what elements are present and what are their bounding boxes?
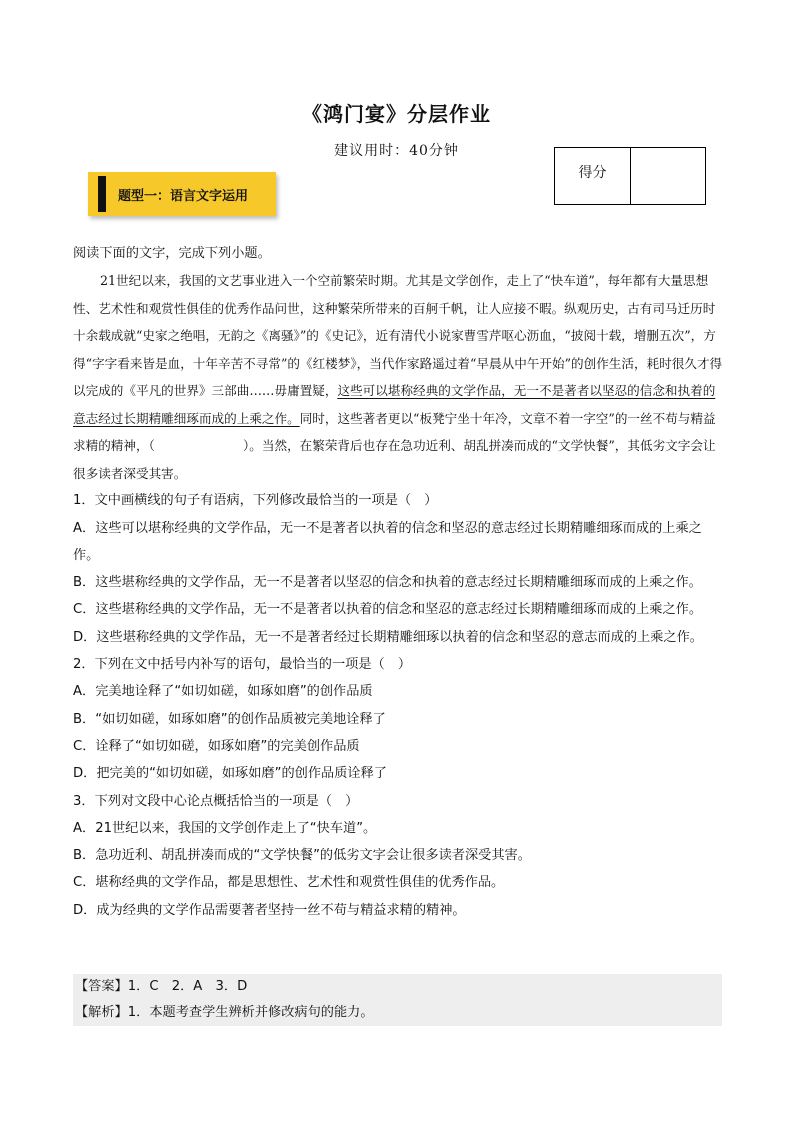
answer-line: 【答案】1．C 2．A 3．D [75,979,248,994]
question-2 [73,651,723,787]
option-c: C．堪称经典的文学作品，都是思想性、艺术性和观赏性俱佳的优秀作品。 [73,875,505,891]
question-1 [73,487,723,651]
option-b: B．急功近利、胡乱拼凑而成的“文学快餐”的低劣文字会让很多读者深受其害。 [73,848,531,864]
option-b: B．这些堪称经典的文学作品，无一不是著者以坚忍的信念和执着的意志经过长期精雕细琢而成的上乘之作。 [73,575,702,591]
answer-box [73,974,722,1026]
option-d: D．把完美的“如切如磋，如琢如磨”的创作品质诠释了 [73,766,387,782]
passage-part-1: 21世纪以来，我国的文艺事业进入一个空前繁荣时期。尤其是文学创作，走上了“快车道”，每年都有大量思想性、艺术性和观赏性俱佳的优秀作品问世，这种繁荣所带来的百舸千帆，让人应接不暇。纵观历史，古有司马迁历时十余载成就“史家之绝唱，无韵之《离骚》”的《史记》，近有清代小说家曹雪芹呕心沥血，“披阅十载，增删五次”，方得“字字看来皆是血，十年辛苦不寻常”的《红楼梦》，当代作家路遥过着“早晨从中午开始”的创作生活，耗时很久才得以完成的《平凡的世界》三部曲……毋庸置疑， [73,273,723,399]
section-badge [88,172,276,216]
score-value-cell[interactable] [631,148,705,204]
option-a: A．这些可以堪称经典的文学作品，无一不是著者以执着的信念和坚忍的意志经过长期精雕细琢而成的上乘之作。 [73,520,702,563]
passage-part-2: 同时，这些著者更以“板凳宁坐十年冷，文章不着一字空”的一丝不苟与精益求精的精神，（ ）。当然，在繁荣背后也存在急功近利、胡乱拼凑而成的“文学快餐”，其低劣文字会让很多读者深受其害。 [73,410,716,481]
option-b: B．“如切如磋，如琢如磨”的创作品质被完美地诠释了 [73,711,386,727]
section-badge-label: 题型一：语言文字运用 [118,189,249,204]
main-content [73,240,723,924]
passage [73,267,723,487]
question-stem: 3．下列对文段中心论点概括恰当的一项是（ ） [73,793,359,809]
score-label: 得分 [555,148,631,204]
option-d: D．成为经典的文学作品需要著者坚持一丝不苟与精益求精的精神。 [73,902,466,918]
score-table [554,147,706,205]
question-stem: 2．下列在文中括号内补写的语句，最恰当的一项是（ ） [73,657,412,673]
option-c: C．诠释了“如切如磋，如琢如磨”的完美创作品质 [73,738,360,754]
option-c: C．这些堪称经典的文学作品，无一不是著者以执着的信念和坚忍的意志经过长期精雕细琢而成的上乘之作。 [73,602,703,618]
page-title: 《鸿门宴》分层作业 [302,102,491,126]
question-stem: 1．文中画横线的句子有语病，下列修改最恰当的一项是（ ） [73,493,438,509]
option-a: A．21世纪以来，我国的文学创作走上了“快车道”。 [73,820,377,836]
instruction: 阅读下面的文字，完成下列小题。 [73,246,271,261]
analysis-line: 【解析】1．本题考查学生辨析并修改病句的能力。 [75,1005,374,1020]
option-a: A．完美地诠释了“如切如磋，如琢如磨”的创作品质 [73,684,373,700]
badge-stripe [98,176,106,212]
option-d: D．这些堪称经典的文学作品，无一不是著者经过长期精雕细琢以执着的信念和坚忍的意志而成的上乘之作。 [73,629,703,645]
question-3 [73,788,723,924]
passage-underlined-sentence: 这些可以堪称经典的文学作品，无一不是著者以坚忍的信念和执着的意志经过长期精雕细琢而成的上乘之作。 [73,383,716,426]
suggested-time: 建议用时：40分钟 [334,143,459,159]
